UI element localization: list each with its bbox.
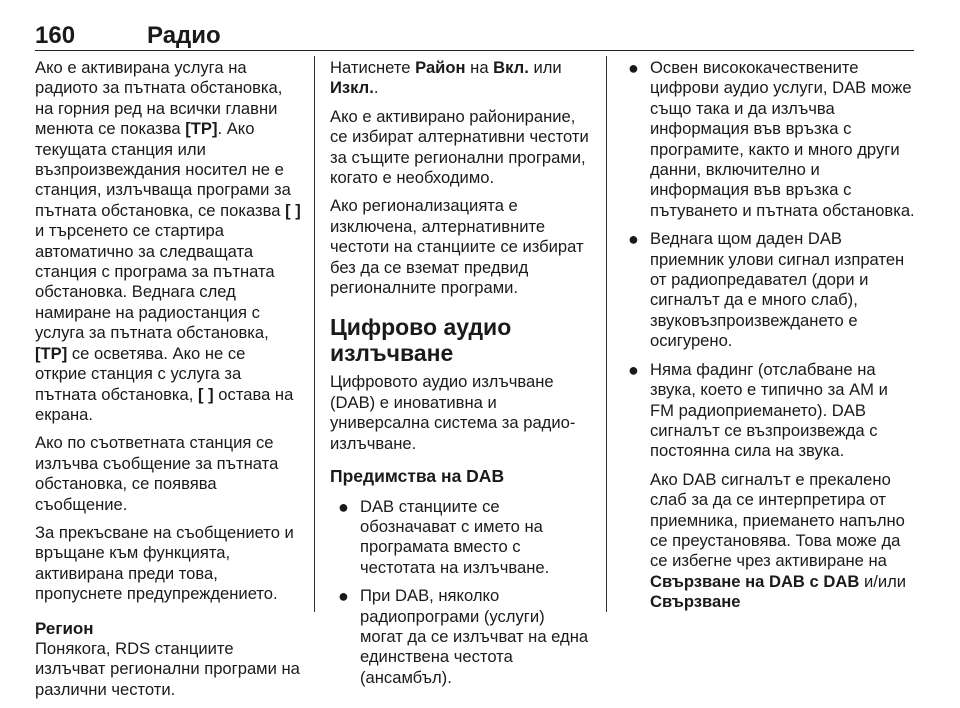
paragraph-region-toggle: Натиснете Район на Вкл. или Изкл..: [330, 58, 562, 98]
dab-dab-link-option: Свързване на DAB с DAB: [650, 571, 860, 591]
bullet-icon: ●: [338, 496, 349, 517]
column-2: [330, 58, 592, 696]
list-item: ● Веднага щом даден DAB приемник улови сигнал изпратен от радиопредавател (дори и сигналът да е много слаб), звуковъзпроизвеждането е осигурено.: [628, 229, 905, 351]
column-1: [35, 58, 301, 708]
tp-empty-indicator: [ ]: [285, 200, 301, 220]
tp-empty-indicator: [ ]: [198, 384, 214, 404]
list-item: ● Няма фадинг (отслабване на звука, което е типично за AM и FM радиоприемането). DAB сигналът се възпроизвежда с постоянна сила на звука.: [628, 359, 888, 461]
paragraph-regionalization-off: Ако регионализацията е изключена, алтернативните честоти на станциите се избират без да се вземат предвид регионалните програми.: [330, 196, 584, 298]
paragraph-traffic-message: Ако по съответната станция се излъчва съобщение за пътната обстановка, се появява съобщение.: [35, 433, 279, 514]
dab-advantages-list: [330, 497, 592, 689]
dab-section-heading: Цифрово аудио излъчване: [330, 314, 512, 367]
page-number: 160: [35, 22, 76, 49]
page-header: [35, 22, 221, 52]
bullet-icon: ●: [628, 58, 639, 78]
paragraph-interrupt-message: За прекъсване на съобщението и връщане към функцията, активирана преди това, пропуснете предупреждението.: [35, 522, 294, 604]
tp-indicator: [TP]: [35, 343, 68, 363]
tp-indicator: [TP]: [185, 119, 218, 139]
list-item: ● Освен висококачествените цифрови аудио услуги, DAB може също така и да излъчва информация във връзка с програмите, както и много други данни, включително и информация във връзка с пътуването и пътната обстановка.: [628, 58, 915, 220]
column-divider-2: [606, 56, 607, 612]
region-heading: Регион: [35, 618, 94, 638]
dab-advantages-heading: Предимства на DAB: [330, 466, 505, 487]
region-option: Район: [415, 58, 466, 77]
paragraph-dab-intro: Цифровото аудио излъчване (DAB) е иновативна и универсална система за радио-излъчване.: [330, 372, 576, 453]
column-3: [620, 58, 916, 621]
link-option: Свързване: [650, 592, 741, 612]
dab-advantages-list-continued: [620, 58, 916, 462]
column-divider-1: [314, 56, 315, 612]
on-option: Вкл.: [493, 58, 529, 77]
paragraph-region: Понякога, RDS станциите излъчват регионални програми на различни честоти.: [35, 638, 300, 699]
header-rule: [35, 50, 914, 51]
bullet-icon: ●: [338, 586, 349, 607]
bullet-icon: ●: [628, 359, 639, 380]
paragraph-weak-signal: Ако DAB сигналът е прекалено слаб за да се интерпретира от приемника, приемането напълно се преустановява. Това може да се избегне чрез активиране на Свързване на DAB с DAB и/или Свързване: [650, 469, 907, 612]
list-item: ● При DAB, няколко радиопрограми (услуги) могат да се излъчват на една единствена честота (ансамбъл).: [338, 586, 589, 687]
bullet-icon: ●: [628, 229, 639, 250]
off-option: Изкл.: [330, 78, 374, 98]
list-item: ● DAB станциите се обозначават с името на програмата вместо с честотата на излъчване.: [338, 496, 550, 577]
page-title: Радио: [147, 22, 221, 49]
paragraph-tp-service: Ако е активирана услуга на радиото за пътната обстановка, на горния ред на всички главни менюта се показва [TP]. Ако текущата станция или възпроизвеждания носител не е станция, излъчваща програми за пътната обстановка, се показва [ ] и търсенето се стартира автоматично за следващата станция с програма за пътната обстановка. Веднага след намиране на радиостанция с услуга за пътната обстановка, [TP] се осветява. Ако не се открие станция с услуга за пътната обстановка, [ ] остава на екрана.: [35, 58, 301, 424]
paragraph-regionalization-on: Ако е активирано районирание, се избират алтернативни честоти за същите регионални програми, когато е необходимо.: [330, 106, 589, 188]
